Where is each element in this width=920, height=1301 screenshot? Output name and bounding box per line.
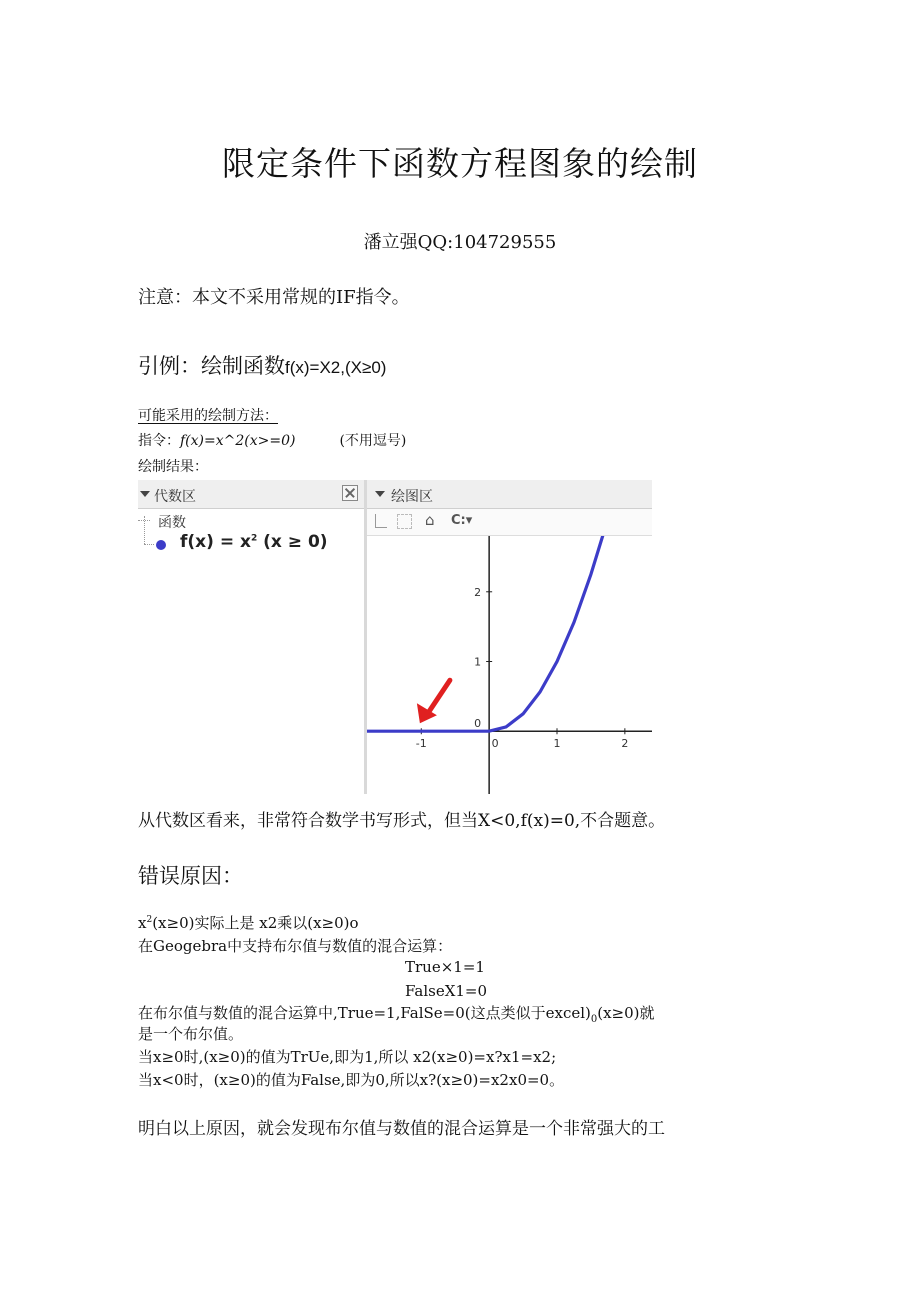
equation-false: FalseX1=0 [405,982,488,1000]
x-tick-label: 0 [491,737,499,751]
explanation-line-8: 当x<0时，(x≥0)的值为False,即为0,所以x?(x≥0)=x2x0=0。 [138,1071,565,1089]
closing-paragraph: 明白以上原因，就会发现布尔值与数值的混合运算是一个非常强大的工 [138,1119,665,1139]
explanation-line-6: 是一个布尔值。 [138,1025,244,1043]
result-label: 绘制结果： [138,459,208,475]
grid-toggle-icon[interactable] [397,514,412,529]
function-definition[interactable] [180,532,328,552]
collapse-triangle-icon[interactable] [375,491,385,497]
y-tick-label: 1 [474,655,482,669]
x-tick-label: 1 [553,737,561,751]
text-span: x [138,914,147,932]
algebra-view-header [138,480,364,509]
function-group-label: 函数 [158,515,186,531]
text-span: (x≥0)实际上是 x2乘以(x≥0)o [152,914,359,932]
superscript: 2 [146,915,153,925]
home-icon[interactable]: ⌂ [425,511,435,529]
author-line: 潘立强QQ:104729555 [363,232,557,253]
x-tick-label: -1 [415,737,427,751]
method-line [138,405,278,425]
x-tick-label: 2 [621,737,629,751]
example-label: 引例：绘制函数 [138,354,285,378]
example-heading [138,350,386,380]
method-label: 可能采用的绘制方法： [138,408,278,424]
geogebra-screenshot [138,480,652,794]
command-text: f(x)=x^2(x>=0) [180,433,296,449]
collapse-triangle-icon[interactable] [140,491,150,497]
function-plot[interactable] [367,536,652,794]
explanation-line-5 [138,1002,655,1023]
red-arrow-annotation [417,680,450,723]
function-main: f(x) = x [180,532,251,552]
tree-connector [144,544,154,545]
graphics-view-title: 绘图区 [391,489,433,505]
axes-toggle-icon[interactable] [375,514,387,528]
command-line [138,430,406,450]
example-formula: f(x)=X2,(X≥0) [285,358,387,377]
note-paragraph: 注意：本文不采用常规的IF指令。 [138,287,410,308]
graphics-view-header [367,480,652,509]
y-tick-label: 2 [474,585,482,599]
page-title: 限定条件下函数方程图象的绘制 [222,144,698,183]
error-heading: 错误原因： [138,864,243,888]
text-span: (x≥0)就 [597,1004,655,1022]
function-condition: (x ≥ 0) [257,532,328,552]
visibility-toggle-dot[interactable] [156,540,166,550]
explanation-line-7: 当x≥0时,(x≥0)的值为TrUe,即为1,所以 x2(x≥0)=x?x1=x2; [138,1048,557,1066]
y-tick-label: 0 [474,717,482,731]
conclusion-paragraph: 从代数区看来，非常符合数学书写形式，但当X<0,f(x)=0,不合题意。 [138,811,666,831]
point-capture-icon[interactable]: C:▾ [451,513,473,528]
text-span: 在布尔值与数值的混合运算中,True=1,FalSe=0(这点类似于excel) [138,1004,591,1022]
graphics-toolbar [367,509,652,536]
equation-true: True×1=1 [405,958,485,976]
command-aside: (不用逗号) [339,433,407,449]
command-prefix: 指令： [138,433,180,449]
close-icon[interactable] [342,485,358,501]
explanation-line-2: 在Geogebra中支持布尔值与数值的混合运算： [138,937,453,955]
tree-connector [144,516,145,544]
explanation-line-1 [138,912,359,933]
function-curve[interactable] [367,536,603,731]
function-exponent: 2 [250,533,258,544]
subscript: 0 [590,1014,598,1025]
algebra-view-title: 代数区 [154,489,196,505]
